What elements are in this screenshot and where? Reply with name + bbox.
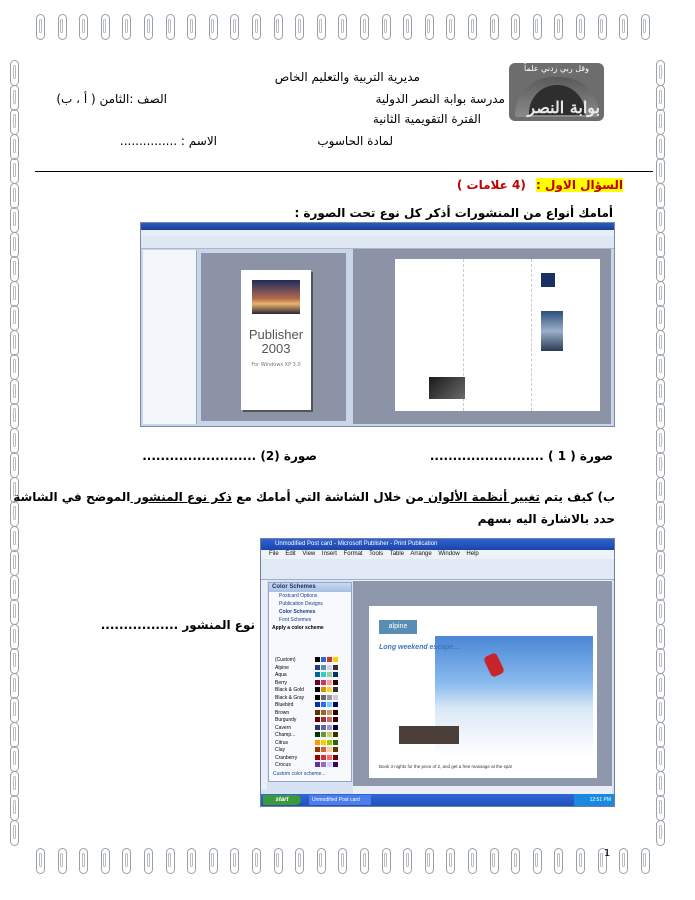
paperclip-icon (468, 848, 477, 874)
paperclip-icon (619, 848, 628, 874)
color-scheme-item (275, 680, 347, 686)
paperclip-icon (209, 14, 218, 40)
paperclip-icon (144, 848, 153, 874)
color-swatch (321, 762, 326, 767)
window-titlebar (141, 223, 614, 230)
paperclip-icon (230, 14, 239, 40)
window-toolbar (141, 236, 614, 249)
paperclip-border-bottom (0, 848, 695, 882)
paperclip-icon (10, 256, 19, 282)
color-scheme-item (275, 672, 347, 678)
color-swatch (327, 687, 332, 692)
paperclip-icon (656, 109, 665, 135)
paperclip-icon (10, 158, 19, 184)
paperclip-icon (468, 14, 477, 40)
paperclip-icon (10, 379, 19, 405)
color-swatch (333, 657, 338, 662)
color-swatch (315, 717, 320, 722)
directorate-title: مديرية التربية والتعليم الخاص (274, 70, 420, 84)
sunset-image (252, 280, 300, 314)
paperclip-icon (10, 501, 19, 527)
question1-label: السؤال الاول : (536, 178, 623, 192)
paperclip-icon (10, 746, 19, 772)
subject-label: لمادة الحاسوب (317, 134, 393, 148)
pane-title: Color Schemes (269, 583, 351, 592)
part-b-middle: من خلال الشاشة التي أمامك مع (231, 490, 424, 504)
paperclip-icon (230, 848, 239, 874)
paperclip-icon (252, 14, 261, 40)
paperclip-icon (656, 599, 665, 625)
color-swatch (333, 680, 338, 685)
color-swatch (327, 755, 332, 760)
color-swatch (333, 717, 338, 722)
student-name-field[interactable]: الاسم : ............... (119, 134, 217, 148)
color-swatch (327, 672, 332, 677)
paperclip-icon (10, 575, 19, 601)
paperclip-icon (656, 232, 665, 258)
paperclip-icon (187, 848, 196, 874)
paperclip-icon (58, 848, 67, 874)
color-swatch (315, 755, 320, 760)
color-swatch (327, 725, 332, 730)
color-swatch (327, 657, 332, 662)
color-swatch (321, 702, 326, 707)
paperclip-icon (656, 550, 665, 576)
color-swatch (321, 747, 326, 752)
paperclip-icon (656, 85, 665, 111)
paperclip-icon (10, 232, 19, 258)
paperclip-icon (656, 330, 665, 356)
paperclip-icon (252, 848, 261, 874)
paperclip-icon (360, 848, 369, 874)
paperclip-icon (533, 848, 542, 874)
color-scheme-item (275, 740, 347, 746)
paperclip-icon (10, 428, 19, 454)
paperclip-icon (10, 599, 19, 625)
paperclip-icon (122, 848, 131, 874)
color-scheme-item (275, 687, 347, 693)
paperclip-icon (10, 109, 19, 135)
paperclip-icon (533, 14, 542, 40)
paperclip-icon (10, 85, 19, 111)
color-scheme-label: Black & Gray (275, 694, 305, 701)
color-swatch (321, 680, 326, 685)
paperclip-icon (10, 722, 19, 748)
color-scheme-label: Cavern (275, 724, 292, 731)
color-scheme-item (275, 732, 347, 738)
paperclip-icon (10, 207, 19, 233)
color-scheme-item (275, 695, 347, 701)
color-swatch (321, 657, 326, 662)
logo-square (541, 273, 555, 287)
question1-heading (457, 178, 623, 192)
question1-marks: (4 علامات ) (456, 178, 526, 192)
paperclip-icon (656, 526, 665, 552)
color-swatch (321, 732, 326, 737)
paperclip-icon (656, 624, 665, 650)
paperclip-icon (166, 848, 175, 874)
paperclip-icon (656, 820, 665, 846)
paperclip-icon (656, 795, 665, 821)
color-swatch (315, 657, 320, 662)
color-swatch (315, 732, 320, 737)
paperclip-icon (382, 848, 391, 874)
publisher-title: Publisher 2003 (248, 327, 304, 356)
part-b-question (13, 490, 615, 504)
paperclip-icon (656, 722, 665, 748)
color-scheme-label: Brown (275, 709, 290, 716)
color-swatch (333, 747, 338, 752)
logo-text: بوابة النصر (527, 98, 600, 117)
publisher-subtitle: For Windows XP 3.0 (251, 362, 301, 368)
color-swatch (321, 725, 326, 730)
color-swatch (315, 710, 320, 715)
paperclip-icon (619, 14, 628, 40)
paperclip-icon (10, 281, 19, 307)
publisher-screenshot-1 (140, 222, 615, 427)
color-scheme-label: (Custom) (275, 657, 296, 663)
custom-scheme-link: Custom color scheme... (273, 771, 326, 777)
color-swatch (327, 717, 332, 722)
publisher-screenshot-2 (260, 538, 615, 807)
paperclip-icon (446, 14, 455, 40)
paperclip-icon (10, 134, 19, 160)
paperclip-icon (656, 281, 665, 307)
color-scheme-label: Champ... (275, 732, 296, 738)
color-swatch (327, 710, 332, 715)
pane-link-color-schemes: Color Schemes (279, 609, 316, 615)
assessment-period: الفترة التقويمية الثانية (372, 112, 481, 126)
paperclip-icon (338, 14, 347, 40)
color-swatch (315, 762, 320, 767)
answer-image-2[interactable]: صورة (2) ......................... (142, 449, 317, 463)
paperclip-icon (425, 14, 434, 40)
color-swatch (333, 740, 338, 745)
paperclip-icon (187, 14, 196, 40)
window-toolbar (261, 559, 614, 580)
color-scheme-label: Bluebird (275, 702, 294, 708)
color-swatch (321, 672, 326, 677)
school-logo (509, 63, 604, 121)
paperclip-icon (490, 14, 499, 40)
paperclip-icon (656, 354, 665, 380)
paperclip-icon (511, 848, 520, 874)
brochure-workspace (353, 249, 611, 424)
apply-scheme-label: Apply a color scheme (272, 625, 324, 631)
color-swatch (327, 762, 332, 767)
paperclip-border-right (656, 0, 686, 900)
color-scheme-label: Black & Gold (275, 687, 304, 693)
color-scheme-label: Berry (275, 679, 287, 686)
color-swatch (333, 702, 338, 707)
paperclip-icon (317, 14, 326, 40)
window-titlebar: Unmodified Post card - Microsoft Publisher - Print Publication (261, 539, 614, 550)
color-swatch (333, 672, 338, 677)
color-swatch (327, 747, 332, 752)
paperclip-icon (656, 575, 665, 601)
part-b-underlined-1: تغيير أنظمة الألوان (423, 490, 540, 504)
page-number: 1 (604, 848, 611, 859)
building-image (541, 311, 563, 351)
paperclip-icon (425, 848, 434, 874)
color-swatch (327, 732, 332, 737)
color-swatch (333, 665, 338, 670)
paperclip-icon (656, 477, 665, 503)
color-swatch (333, 732, 338, 737)
paperclip-icon (656, 158, 665, 184)
system-tray-clock: 12:51 PM (574, 794, 614, 806)
postcard-headline: Long weekend escape... (379, 644, 460, 651)
paperclip-icon (656, 673, 665, 699)
color-swatch (327, 680, 332, 685)
paperclip-icon (101, 848, 110, 874)
paperclip-icon (166, 14, 175, 40)
color-swatch (327, 740, 332, 745)
pane-link-font-schemes: Font Schemes (279, 617, 312, 623)
color-scheme-item (275, 710, 347, 716)
objects-toolbar (261, 580, 267, 790)
paperclip-icon (10, 673, 19, 699)
paperclip-icon (656, 207, 665, 233)
color-swatch (315, 680, 320, 685)
color-swatch (333, 755, 338, 760)
paperclip-icon (338, 848, 347, 874)
paperclip-icon (576, 848, 585, 874)
postcard-footer: Book 3 nights for the price of 2, and get a free massage at the spa! (379, 764, 513, 769)
color-swatch (333, 687, 338, 692)
part-b-line2: حدد بالاشارة اليه بسهم (477, 512, 615, 526)
color-scheme-label: Burgundy (275, 717, 297, 723)
paperclip-icon (656, 60, 665, 86)
brochure-panel-2 (463, 259, 532, 411)
paperclip-icon (656, 305, 665, 331)
paperclip-icon (295, 848, 304, 874)
paperclip-icon (10, 526, 19, 552)
paperclip-icon (656, 697, 665, 723)
header-divider (35, 171, 653, 172)
paperclip-icon (446, 848, 455, 874)
paperclip-icon (641, 848, 650, 874)
paperclip-icon (490, 848, 499, 874)
color-swatch (315, 695, 320, 700)
paperclip-icon (144, 14, 153, 40)
color-scheme-item (275, 657, 347, 663)
paperclip-icon (382, 14, 391, 40)
paperclip-icon (576, 14, 585, 40)
paperclip-icon (10, 648, 19, 674)
color-swatch (333, 695, 338, 700)
paperclip-icon (122, 14, 131, 40)
answer-image-1[interactable]: صورة ( 1 ) ......................... (429, 449, 613, 463)
part-b-prefix: ب) كيف يتم (539, 490, 615, 504)
paperclip-icon (10, 795, 19, 821)
paperclip-border-top (0, 14, 695, 48)
pane-link-postcard-options: Postcard Options (279, 593, 318, 599)
color-scheme-item (275, 747, 347, 753)
pane-link-publication-designs: Publication Designs (279, 601, 323, 607)
publisher-cover-page (241, 270, 311, 410)
paperclip-icon (656, 256, 665, 282)
paperclip-icon (10, 354, 19, 380)
paperclip-icon (10, 60, 19, 86)
paperclip-icon (79, 848, 88, 874)
color-swatch (321, 695, 326, 700)
color-swatch (315, 725, 320, 730)
logo-motto: وقل ربي زدني علماً (524, 64, 589, 73)
color-swatch (327, 702, 332, 707)
school-name: مدرسة بوابة النصر الدولية (375, 92, 505, 106)
color-schemes-pane (268, 582, 352, 782)
paperclip-icon (656, 134, 665, 160)
color-swatch (315, 672, 320, 677)
paperclip-icon (656, 771, 665, 797)
part-b-suffix: الموضح في الشاشة (13, 490, 131, 504)
windows-taskbar (261, 794, 614, 806)
paperclip-icon (641, 14, 650, 40)
paperclip-icon (79, 14, 88, 40)
paperclip-icon (10, 330, 19, 356)
paperclip-icon (10, 403, 19, 429)
status-bar (353, 786, 612, 794)
color-swatch (321, 740, 326, 745)
paperclip-icon (656, 648, 665, 674)
color-swatch (315, 665, 320, 670)
color-scheme-label: Cranberry (275, 754, 298, 761)
start-button: start (263, 795, 301, 805)
publication-type-answer[interactable]: نوع المنشور ................. (100, 618, 255, 632)
paperclip-icon (10, 452, 19, 478)
color-swatch (315, 740, 320, 745)
paperclip-icon (403, 14, 412, 40)
paperclip-icon (274, 14, 283, 40)
paperclip-icon (554, 14, 563, 40)
grade-label: الصف :الثامن ( أ ، ب) (56, 92, 167, 106)
paperclip-icon (511, 14, 520, 40)
paperclip-icon (656, 183, 665, 209)
color-scheme-item (275, 762, 347, 768)
paperclip-icon (10, 305, 19, 331)
paperclip-border-left (10, 0, 40, 900)
color-scheme-label: Crocus (275, 762, 291, 768)
color-scheme-item (275, 717, 347, 723)
paperclip-icon (209, 848, 218, 874)
postcard-page (369, 606, 597, 778)
paperclip-icon (274, 848, 283, 874)
paperclip-icon (656, 452, 665, 478)
color-scheme-item (275, 702, 347, 708)
color-scheme-label: Citrus (275, 739, 289, 746)
paperclip-icon (58, 14, 67, 40)
color-swatch (321, 710, 326, 715)
color-swatch (333, 725, 338, 730)
paperclip-icon (101, 14, 110, 40)
color-swatch (327, 665, 332, 670)
paperclip-icon (656, 428, 665, 454)
paperclip-icon (656, 403, 665, 429)
paperclip-icon (403, 848, 412, 874)
color-scheme-item (275, 755, 347, 761)
paperclip-icon (656, 746, 665, 772)
color-scheme-label: Clay (275, 747, 286, 753)
paperclip-icon (10, 697, 19, 723)
color-scheme-item (275, 725, 347, 731)
part-b-underlined-2: ذكر نوع المنشور (130, 490, 232, 504)
postcard-thumbnails (399, 726, 459, 744)
color-swatch (315, 702, 320, 707)
color-scheme-label: Alpine (275, 664, 289, 671)
paperclip-icon (10, 624, 19, 650)
color-swatch (333, 710, 338, 715)
color-swatch (327, 695, 332, 700)
color-scheme-label: Aqua (275, 672, 287, 678)
color-swatch (321, 755, 326, 760)
question1-prompt: أمامك أنواع من المنشورات أذكر كل نوع تحت الصورة : (294, 206, 613, 220)
keyboard-image (429, 377, 465, 399)
paperclip-icon (598, 14, 607, 40)
window-menubar: File Edit View Insert Format Tools Table Arrange Window Help (261, 550, 614, 559)
paperclip-icon (554, 848, 563, 874)
paperclip-icon (10, 183, 19, 209)
postcard-brand: alpine (379, 620, 417, 634)
paperclip-icon (656, 379, 665, 405)
paperclip-icon (295, 14, 304, 40)
paperclip-icon (317, 848, 326, 874)
quick-publication-pane (143, 250, 197, 424)
color-swatch (321, 665, 326, 670)
taskbar-item: Unmodified Post card (309, 795, 371, 805)
color-scheme-item (275, 665, 347, 671)
brochure-page (395, 259, 600, 411)
paperclip-icon (10, 550, 19, 576)
paperclip-icon (10, 820, 19, 846)
paperclip-icon (656, 501, 665, 527)
color-swatch (333, 762, 338, 767)
color-swatch (321, 687, 326, 692)
paperclip-icon (10, 771, 19, 797)
paperclip-icon (360, 14, 369, 40)
color-swatch (315, 747, 320, 752)
color-swatch (321, 717, 326, 722)
color-swatch (315, 687, 320, 692)
